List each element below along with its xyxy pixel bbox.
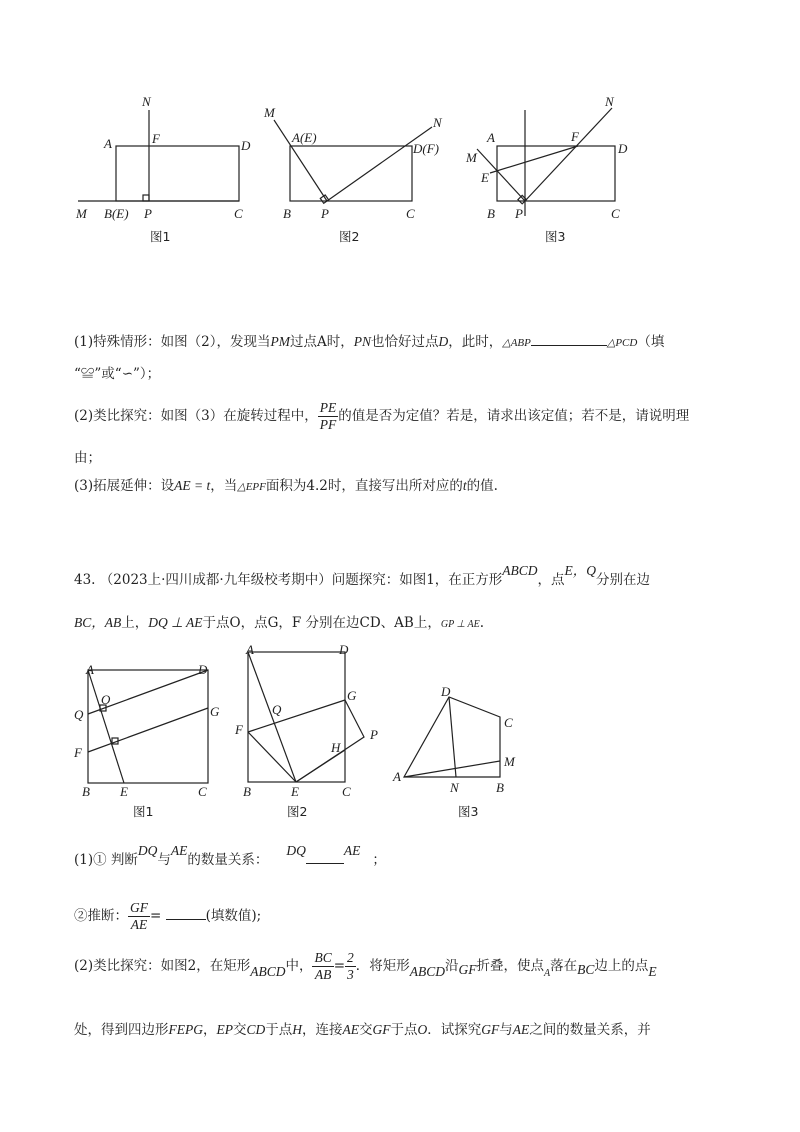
caption-fig1-bottom: 图1 xyxy=(133,804,154,819)
top-figures xyxy=(0,0,800,250)
q43-part2-cont: 处，得到四边形FEPG，EP交CD于点H，连接AE交GF于点O．试探究GF与AE之间的数量关系，并 xyxy=(74,1022,651,1038)
q43-part1-1: (1)① 判断DQ与AE的数量关系：DQ AE； xyxy=(74,843,386,868)
q42-part1: (1)特殊情形：如图（2），发现当PM过点A时，PN也恰好过点D，此时，△ABP △PCD（填 xyxy=(74,334,665,350)
fraction-2-3: $\frac{2}{3}$ xyxy=(347,950,354,982)
figure-2-top xyxy=(263,105,443,244)
label-D: D xyxy=(441,684,451,699)
label-N: N xyxy=(450,780,459,795)
answer-blank[interactable] xyxy=(306,863,344,864)
fraction-pe-pf: $\frac{PE}{PF}$ xyxy=(319,400,337,432)
caption-fig2: 图2 xyxy=(339,229,360,244)
label-P: P xyxy=(144,206,152,221)
caption-fig1: 图1 xyxy=(150,229,171,244)
caption-fig3-bottom: 图3 xyxy=(458,804,479,819)
label-C: C xyxy=(342,784,351,799)
label-D: D xyxy=(241,138,251,153)
q43-part2: (2)类比探究：如图2，在矩形ABCD中， $\frac{BC}{AB}$ = $\frac{2}{3}$ ．将矩形ABCD沿GF折叠，使点$_A$落在BC边上的点E xyxy=(74,950,657,982)
q43-stem-line2: BC，AB上，DQ ⊥ AE于点O，点G，F 分别在边CD、AB上，GP ⊥ AE. xyxy=(74,615,485,631)
label-H: H xyxy=(331,740,341,755)
label-C: C xyxy=(198,784,207,799)
caption-fig3: 图3 xyxy=(545,229,566,244)
label-D: D xyxy=(618,141,628,156)
q42-part1-cont: “≌”或“∽”）； xyxy=(74,366,161,382)
label-B: B xyxy=(487,206,495,221)
label-M: M xyxy=(76,206,87,221)
label-A: A xyxy=(104,136,112,151)
label-F: F xyxy=(571,129,579,144)
answer-blank[interactable] xyxy=(531,345,607,346)
label-AE: A(E) xyxy=(292,130,317,145)
label-G: G xyxy=(347,688,357,703)
bottom-figures xyxy=(0,630,800,820)
label-M: M xyxy=(504,754,515,769)
label-F: F xyxy=(74,745,82,760)
label-C: C xyxy=(504,715,513,730)
figure-1-bottom xyxy=(73,662,220,819)
q42-part2-cont: 由； xyxy=(74,450,101,466)
label-B: B xyxy=(243,784,251,799)
fraction-bc-ab: $\frac{BC}{AB}$ xyxy=(314,950,332,982)
label-C: C xyxy=(611,206,620,221)
label-Q: Q xyxy=(272,702,282,717)
label-DF: D(F) xyxy=(413,141,439,156)
fraction-gf-ae: $\frac{GF}{AE}$ xyxy=(130,900,148,932)
figure-3-top xyxy=(465,94,628,244)
q43-part1-2: ②推断： $\frac{GF}{AE}$ = (填数值); xyxy=(74,900,262,932)
label-G: G xyxy=(210,704,220,719)
label-P: P xyxy=(321,206,329,221)
label-N: N xyxy=(142,94,151,109)
label-BE: B(E) xyxy=(104,206,129,221)
figure-3-bottom xyxy=(392,684,516,819)
label-C: C xyxy=(234,206,243,221)
label-A: A xyxy=(86,662,94,677)
label-P: P xyxy=(515,206,523,221)
label-M: M xyxy=(264,105,275,120)
label-A: A xyxy=(393,769,401,784)
label-N: N xyxy=(433,115,442,130)
label-E: E xyxy=(481,170,489,185)
label-Q: Q xyxy=(74,707,84,722)
figure-2-bottom xyxy=(234,642,378,819)
label-N: N xyxy=(605,94,614,109)
label-B: B xyxy=(283,206,291,221)
answer-blank[interactable] xyxy=(166,919,206,920)
label-A: A xyxy=(246,642,254,657)
figure-1-top xyxy=(75,94,251,244)
label-C: C xyxy=(406,206,415,221)
label-F: F xyxy=(235,722,243,737)
label-B: B xyxy=(82,784,90,799)
label-O: O xyxy=(101,692,111,707)
label-A: A xyxy=(487,130,495,145)
label-D: D xyxy=(339,642,349,657)
label-D: D xyxy=(198,662,208,677)
label-E: E xyxy=(291,784,299,799)
q42-part3: (3)拓展延伸：设AE = t，当△EPF面积为4.2时，直接写出所对应的t的值. xyxy=(74,478,498,494)
label-P: P xyxy=(370,727,378,742)
q43-stem-line1: 43. （2023上·四川成都·九年级校考期中）问题探究：如图1，在正方形ABCD，点E，Q分别在边 xyxy=(74,563,651,588)
label-F: F xyxy=(152,131,160,146)
q42-part2: (2)类比探究：如图（3）在旋转过程中， $\frac{PE}{PF}$ 的值是否为定值？若是，请求出该定值；若不是，请说明理 xyxy=(74,400,690,432)
label-M: M xyxy=(466,150,477,165)
label-E: E xyxy=(120,784,128,799)
caption-fig2-bottom: 图2 xyxy=(287,804,308,819)
label-B: B xyxy=(496,780,504,795)
